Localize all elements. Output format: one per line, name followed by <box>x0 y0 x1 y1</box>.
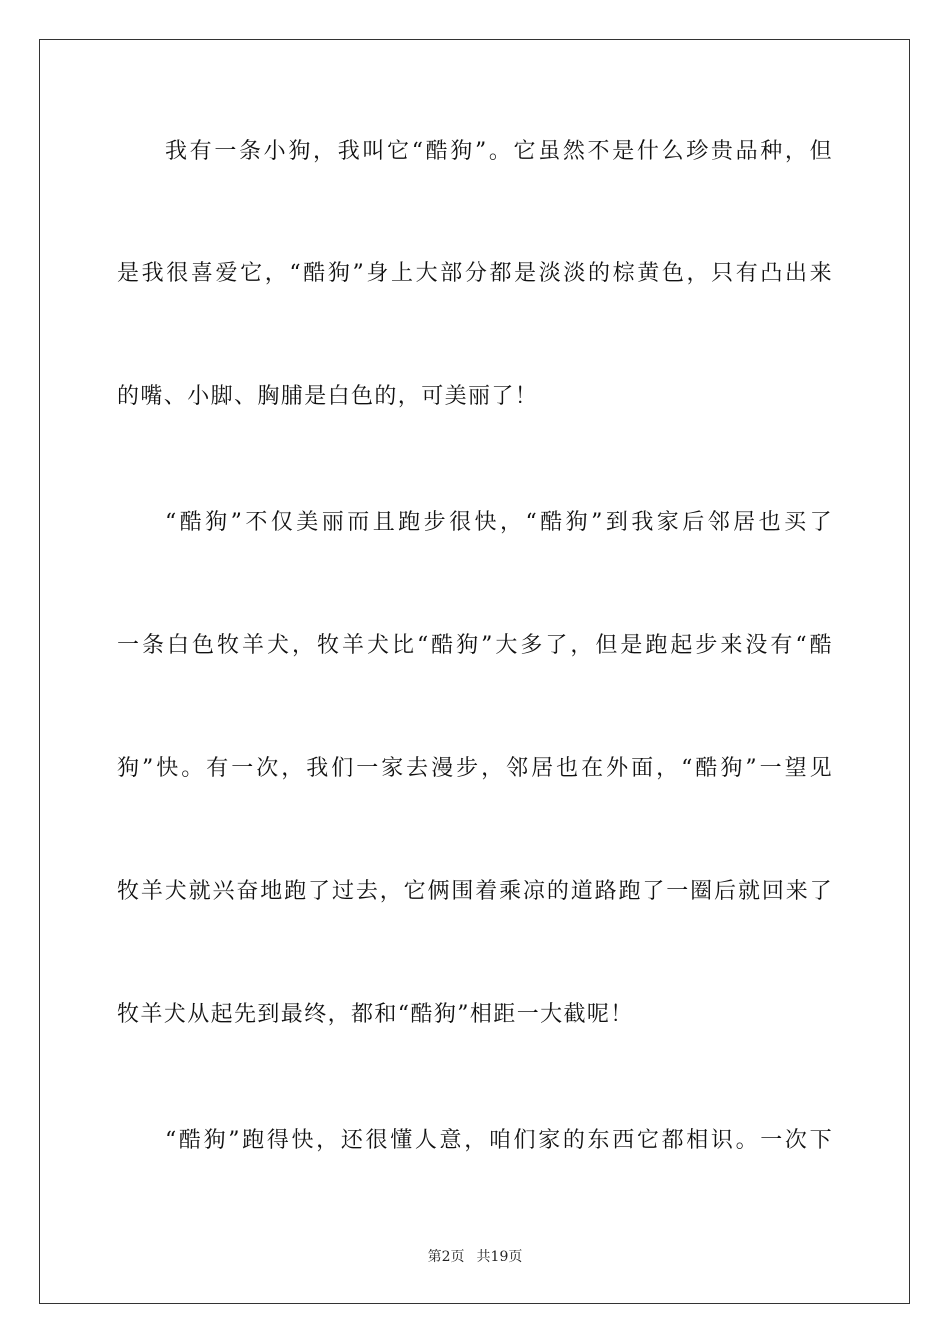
text-line: 一条白色牧羊犬，牧羊犬比“酷狗”大多了，但是跑起步来没有“酷 <box>117 633 833 658</box>
page-frame <box>39 39 910 1304</box>
text-line: 牧羊犬从起先到最终，都和“酷狗”相距一大截呢！ <box>117 1002 634 1027</box>
text-line: “酷狗”不仅美丽而且跑步很快，“酷狗”到我家后邻居也买了 <box>165 510 833 535</box>
text-line: 狗”快。有一次，我们一家去漫步，邻居也在外面，“酷狗”一望见 <box>117 756 833 781</box>
text-line: 的嘴、小脚、胸脯是白色的，可美丽了！ <box>117 384 539 409</box>
page-total: 共19页 <box>476 1249 523 1265</box>
text-line: 牧羊犬就兴奋地跑了过去，它俩围着乘凉的道路跑了一圈后就回来了 <box>117 879 833 904</box>
page-footer <box>0 1248 950 1266</box>
text-line: 是我很喜爱它，“酷狗”身上大部分都是淡淡的棕黄色，只有凸出来 <box>117 261 833 286</box>
text-line: “酷狗”跑得快，还很懂人意，咱们家的东西它都相识。一次下 <box>165 1128 833 1153</box>
text-line: 我有一条小狗，我叫它“酷狗”。它虽然不是什么珍贵品种，但 <box>165 139 833 164</box>
page-number: 第2页 <box>427 1249 465 1265</box>
